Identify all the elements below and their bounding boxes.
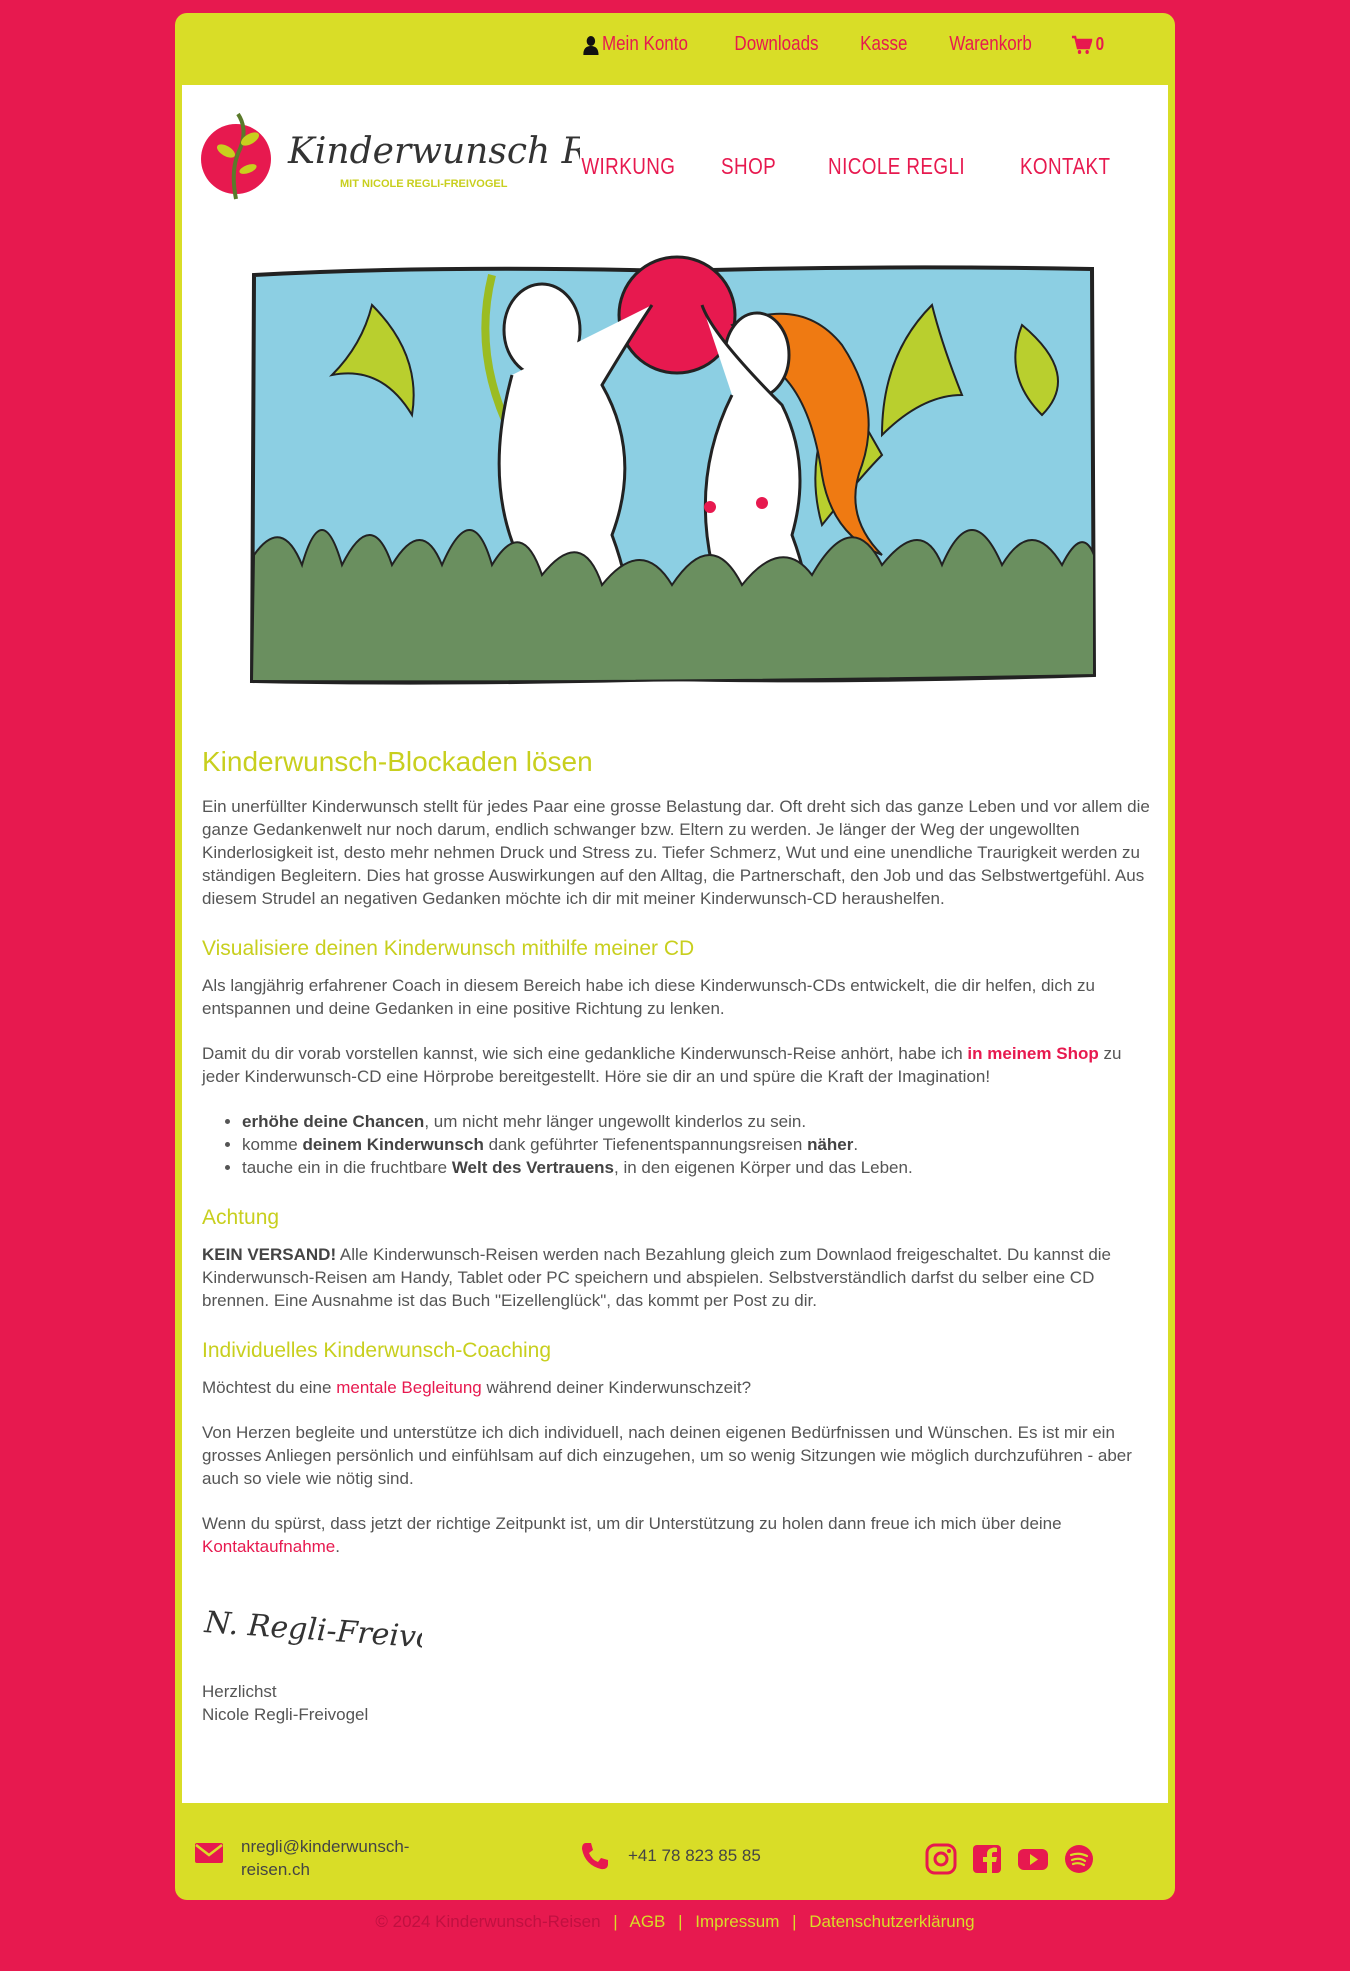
phone-link[interactable]: +41 78 823 85 85 (628, 1846, 761, 1865)
logo-subtitle: MIT NICOLE REGLI-FREIVOGEL (340, 178, 508, 190)
instagram-link[interactable] (925, 1843, 957, 1880)
facebook-link[interactable] (971, 1843, 1003, 1880)
cart-count-button[interactable] (1072, 34, 1104, 55)
coaching-question: Möchtest du eine mentale Begleitung während deiner Kinderwunschzeit? (202, 1378, 752, 1397)
section-heading-cd: Visualisiere deinen Kinderwunsch mithilfe meiner CD (202, 937, 695, 960)
account-nav (574, 33, 1107, 56)
cart-link[interactable]: Warenkorb (949, 33, 1032, 55)
signature (202, 1580, 1162, 1660)
logo-title: Kinderwunsch (288, 131, 551, 172)
shopping-cart-icon (1072, 35, 1092, 55)
page-frame (175, 13, 1175, 1900)
main-nav (571, 153, 1120, 180)
hero-illustration (242, 235, 1102, 735)
author-name: Nicole Regli-Freivogel (202, 1705, 369, 1724)
top-bar (175, 13, 1175, 85)
site-logo[interactable] (200, 99, 580, 209)
contact-paragraph: Wenn du spürst, dass jetzt der richtige Zeitpunkt ist, um dir Unterstützung zu holen dann freue ich mich über deine Kontaktaufnahme. (202, 1514, 1062, 1556)
user-icon (583, 35, 598, 55)
email-link[interactable]: nregli@kinderwunsch-reisen.ch (241, 1837, 410, 1879)
nav-nicole-regli[interactable]: NICOLE REGLI (827, 153, 965, 179)
checkout-link[interactable]: Kasse (860, 33, 908, 55)
phone-icon (580, 1841, 610, 1871)
mail-icon (195, 1843, 223, 1863)
list-item: • erhöhe deine Chancen, um nicht mehr länger ungewollt kinderlos zu sein. (242, 1110, 1162, 1133)
youtube-link[interactable] (1017, 1843, 1049, 1880)
list-item: • tauche ein in die fruchtbare Welt des Vertrauens, in den eigenen Körper und das Leben. (242, 1156, 1162, 1179)
agb-link[interactable]: AGB (629, 1912, 666, 1931)
bottom-legal-bar: © 2024 Kinderwunsch-Reisen | AGB | Impressum | Datenschutzerklärung (375, 1912, 975, 1931)
closing: Herzlichst Nicole Regli-Freivogel (202, 1680, 1162, 1726)
nav-shop[interactable]: SHOP (721, 153, 777, 179)
section-heading-coaching: Individuelles Kinderwunsch-Coaching (202, 1339, 552, 1362)
cd-paragraph: Als langjährig erfahrener Coach in diesem Bereich habe ich diese Kinderwunsch-CDs entwickelt, die dir helfen, dich zu entspannen und deine Gedanken in eine positive Richtung zu lenken. (202, 976, 1095, 1018)
site-header (182, 85, 1168, 215)
signature-image (202, 1580, 422, 1660)
section-heading-achtung: Achtung (202, 1206, 280, 1229)
social-links (925, 1843, 1095, 1880)
svg-text:N. Regli-Freivogel: N. Regli-Freivogel (203, 1605, 422, 1660)
impressum-link[interactable]: Impressum (695, 1912, 780, 1931)
downloads-link[interactable]: Downloads (734, 33, 819, 55)
instagram-icon (925, 1843, 957, 1875)
my-account-link[interactable]: Mein Konto (583, 33, 688, 56)
shipping-paragraph: KEIN VERSAND! Alle Kinderwunsch-Reisen werden nach Bezahlung gleich zum Downlaod freigeschaltet. Du kannst die Kinderwunsch-Reisen am Handy, Tablet oder PC speichern und abspielen. Selbstverständlich darfst du selber eine CD brennen. Eine Ausnahme ist das Buch "Eizellenglück", das kommt per Post zu dir. (202, 1245, 1112, 1310)
benefit-list (202, 1110, 1162, 1179)
spotify-icon (1063, 1843, 1095, 1875)
nav-wirkung[interactable]: WIRKUNG (580, 153, 676, 179)
coaching-paragraph: Von Herzen begleite und unterstütze ich dich individuell, nach deinen eigenen Bedürfnissen und Wünschen. Es ist mir ein grosses Anliegen persönlich und einfühlsam auf dich einzugehen, um so wenig Sitzungen wie möglich durchzuführen - aber auch so viele wie nötig sind. (202, 1423, 1132, 1488)
intro-paragraph: Ein unerfüllter Kinderwunsch stellt für jedes Paar eine grosse Belastung dar. Oft dreht sich das ganze Leben und vor allem die ganze Gedankenwelt nur noch darum, endlich schwanger bzw. Eltern zu werden. Je länger der Weg der ungewollten Kinderlosigkeit ist, desto mehr nehmen Druck und Stress zu. Tiefer Schmerz, Wut und eine unendliche Traurigkeit werden zu ständigen Begleitern. Dies hat grosse Auswirkungen auf den Alltag, die Partnerschaft, den Job und das Selbstwertgefühl. Aus diesem Strudel an negativen Gedanken möchte ich dir mit meiner Kinderwunsch-CD heraushelfen. (202, 797, 1150, 908)
mental-support-link[interactable]: mentale Begleitung (336, 1378, 482, 1397)
cart-count: 0 (1095, 34, 1105, 54)
copyright: © 2024 Kinderwunsch-Reisen (375, 1912, 601, 1931)
footer-email (195, 1835, 431, 1881)
youtube-icon (1017, 1843, 1049, 1875)
shop-link[interactable]: in meinem Shop (967, 1044, 1099, 1063)
main-panel (182, 85, 1168, 1803)
preview-paragraph: Damit du dir vorab vorstellen kannst, wie sich eine gedankliche Kinderwunsch-Reise anhört, habe ich in meinem Shop zu jeder Kinderwunsch-CD eine Hörprobe bereitgestellt. Höre sie dir an und spüre die Kraft der Imagination! (202, 1044, 1122, 1086)
nav-kontakt[interactable]: KONTAKT (1019, 153, 1111, 179)
article (202, 745, 1162, 1726)
facebook-icon (971, 1843, 1003, 1875)
footer-phone (580, 1841, 761, 1871)
privacy-link[interactable]: Datenschutzerklärung (809, 1912, 975, 1931)
contact-link[interactable]: Kontaktaufnahme (202, 1537, 336, 1556)
page-title: Kinderwunsch-Blockaden lösen (202, 746, 593, 777)
footer-bar (175, 1803, 1175, 1900)
spotify-link[interactable] (1063, 1843, 1095, 1880)
list-item: • komme deinem Kinderwunsch dank geführter Tiefenentspannungsreisen näher. (242, 1133, 1162, 1156)
